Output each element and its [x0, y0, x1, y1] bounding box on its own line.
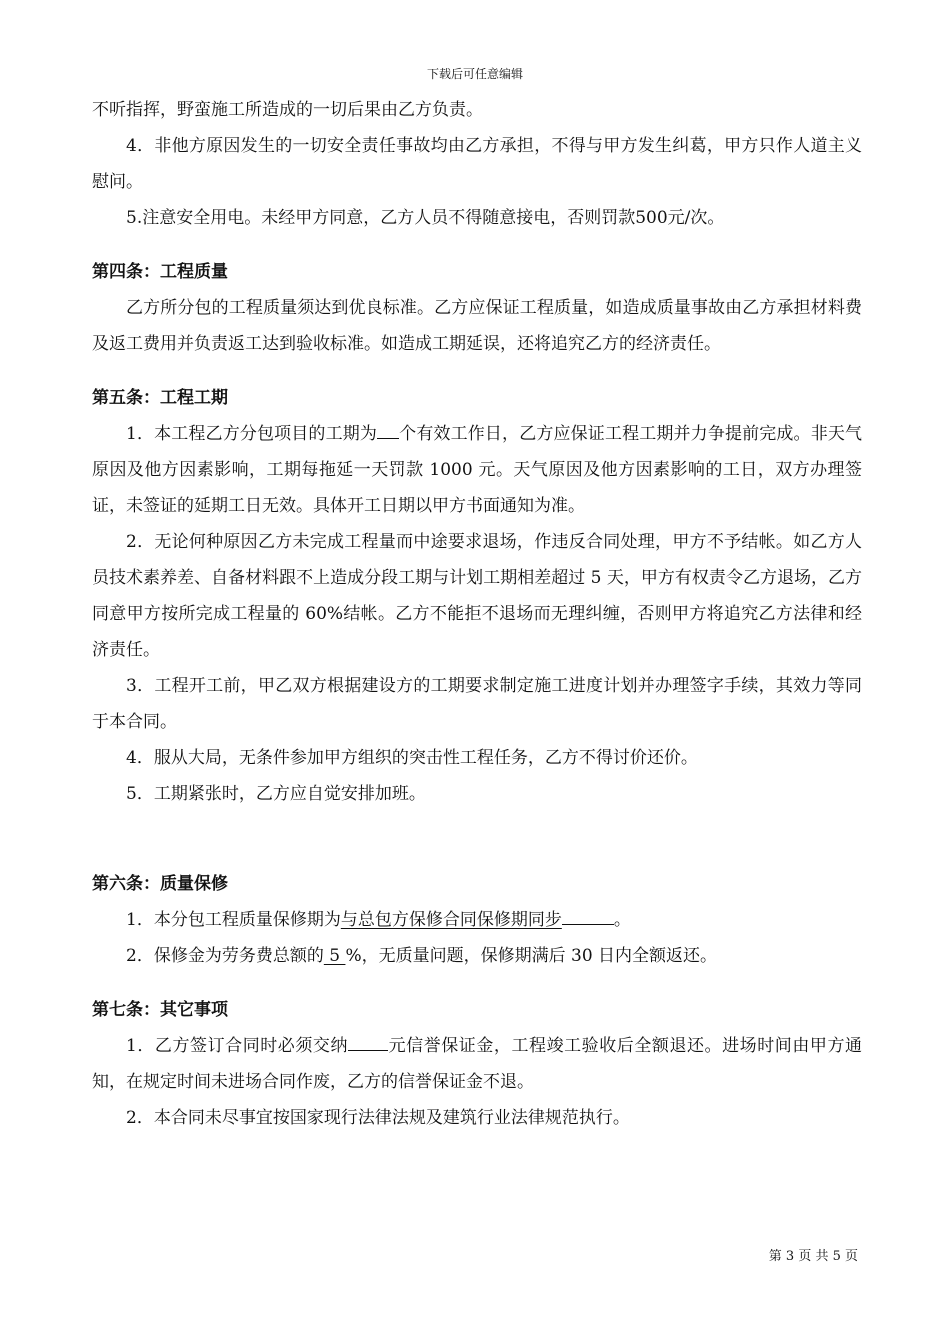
section5-item-1 [92, 416, 862, 524]
section6-item-2 [92, 938, 862, 974]
section3-item-5: 5.注意安全用电。未经甲方同意，乙方人员不得随意接电，否则罚款500元/次。 [126, 208, 725, 228]
warranty-period-underline [562, 924, 614, 925]
section6-item-2-text-b: %，无质量问题，保修期满后 30 日内全额返还。 [345, 946, 718, 966]
section6-item-1-text-b: 。 [613, 910, 631, 930]
page-header-note: 下载后可任意编辑 [426, 67, 523, 81]
section6-item-1-text-a: 1．本分包工程质量保修期为 [126, 910, 341, 930]
deposit-blank [348, 1050, 388, 1051]
document-body [92, 92, 862, 1136]
section3-item-4: 4．非他方原因发生的一切安全责任事故均由乙方承担，不得与甲方发生纠葛，甲方只作人道主义慰问。 [92, 136, 862, 192]
page-number: 第 3 页 共 5 页 [768, 1249, 858, 1264]
section4-heading: 第四条：工程质量 [92, 262, 228, 282]
section3-continuation: 不听指挥，野蛮施工所造成的一切后果由乙方负责。 [92, 100, 483, 120]
section6-heading: 第六条：质量保修 [92, 874, 228, 894]
section7-item-1-text-a: 1．乙方签订合同时必须交纳 [126, 1036, 349, 1056]
section5-item-5: 5．工期紧张时，乙方应自觉安排加班。 [126, 784, 426, 804]
warranty-percent-fill: 5 [323, 946, 346, 966]
section5-item-3: 3．工程开工前，甲乙双方根据建设方的工期要求制定施工进度计划并办理签字手续，其效力等同于本合同。 [92, 676, 862, 732]
section7-item-1 [92, 1028, 862, 1100]
section5-item-4: 4．服从大局，无条件参加甲方组织的突击性工程任务，乙方不得讨价还价。 [126, 748, 698, 768]
section5-item-1-text-a: 1．本工程乙方分包项目的工期为 [126, 424, 378, 444]
warranty-period-fill: 与总包方保修合同保修期同步 [340, 910, 562, 930]
spacer [92, 362, 862, 380]
spacer [92, 812, 862, 866]
section6-item-2-text-a: 2．保修金为劳务费总额的 [126, 946, 324, 966]
section7-item-2: 2．本合同未尽事宜按国家现行法律法规及建筑行业法律规范执行。 [126, 1108, 630, 1128]
section5-item-2: 2．无论何种原因乙方未完成工程量而中途要求退场，作违反合同处理，甲方不予结帐。如乙方人员技术素养差、自备材料跟不上造成分段工期与计划工期相差超过 5 天，甲方有权责令乙方退场，乙方同意甲方按所完成工程量的 60%结帐。乙方不能拒不退场而无理纠缠，否则甲方将追究乙方法律和经济责任。 [92, 532, 862, 660]
spacer [92, 974, 862, 992]
section5-item-1-text-b: 个有效工作日，乙方应保证工程工期并力争提前完成。非天气原因及他方因素影响，工期每拖延一天罚款 1000 元。天气原因及他方因素影响的工日，双方办理签证，未签证的延期工日无效。具体开工日期以甲方书面通知为准。 [92, 424, 862, 516]
section5-heading: 第五条：工程工期 [92, 388, 228, 408]
workdays-blank [377, 438, 399, 439]
section4-paragraph: 乙方所分包的工程质量须达到优良标准。乙方应保证工程质量，如造成质量事故由乙方承担材料费及返工费用并负责返工达到验收标准。如造成工期延误，还将追究乙方的经济责任。 [92, 298, 862, 354]
section6-item-1 [92, 902, 862, 938]
spacer [92, 236, 862, 254]
section7-heading: 第七条：其它事项 [92, 1000, 228, 1020]
section7-item-1-text-b: 元信誉保证金，工程竣工验收后全额退还。进场时间由甲方通知，在规定时间未进场合同作废，乙方的信誉保证金不退。 [92, 1036, 862, 1092]
